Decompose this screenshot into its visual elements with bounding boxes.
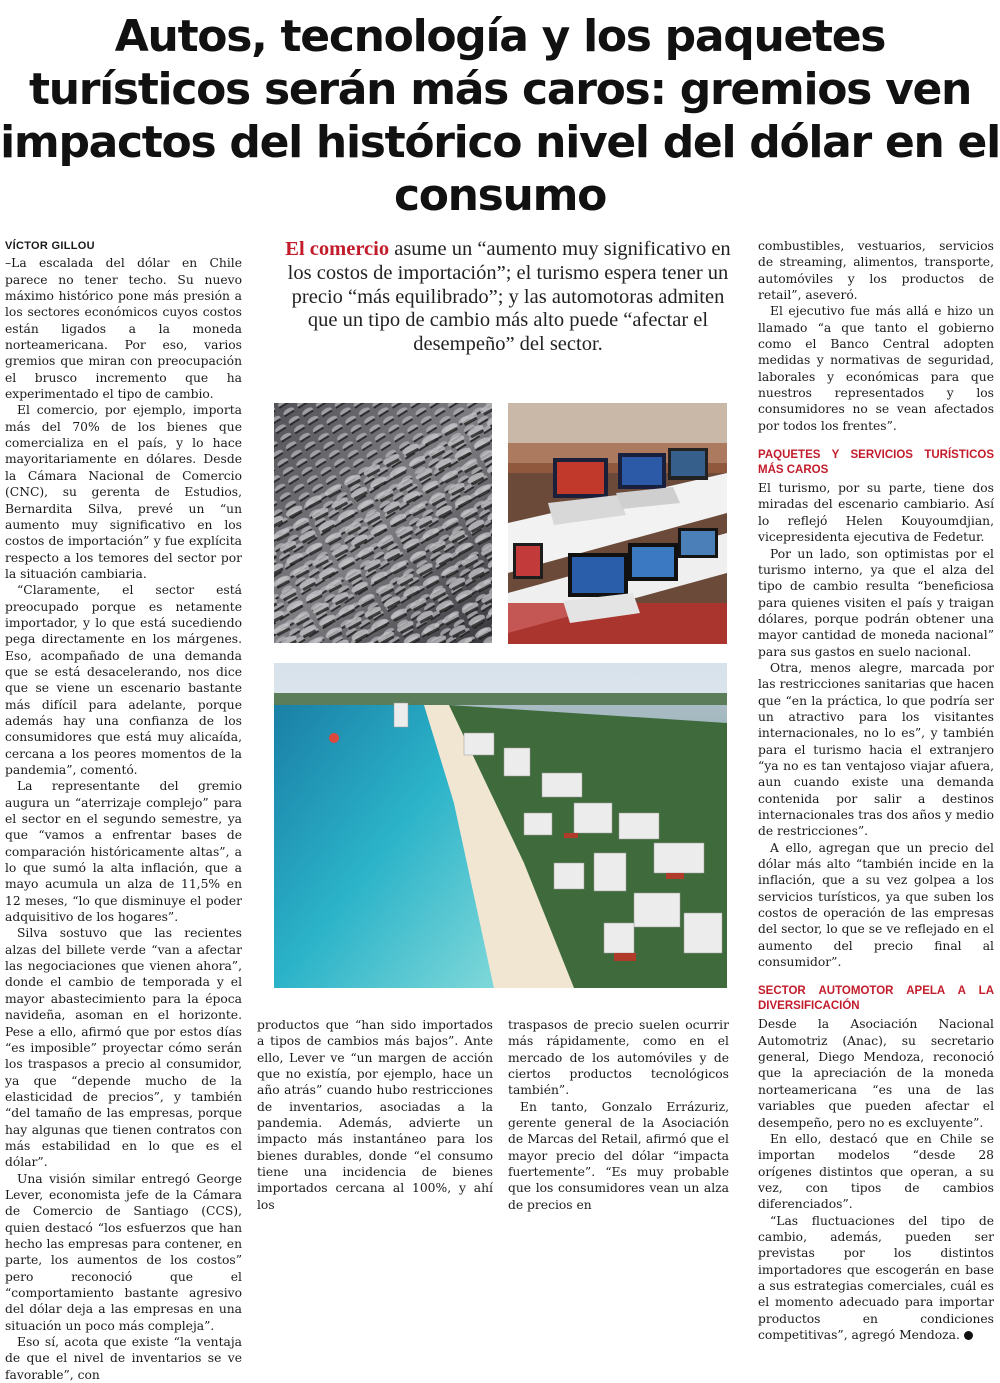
laptops-photo	[508, 403, 727, 644]
paragraph	[758, 1213, 994, 1344]
paragraph: El turismo, por su parte, tiene dos miradas del escenario cambiario. Así lo reflejó Helen Kouyoumdjian, vicepresidenta ejecutiva de Fedetur.	[758, 481, 994, 545]
beach-photo	[274, 663, 727, 988]
deck-summary	[284, 238, 732, 357]
deck-lead: El comercio	[285, 238, 390, 260]
paragraph: traspasos de precio suelen ocurrir más rápidamente, como en el mercado de los automóviles y de ciertos productos tecnológicos también”.	[508, 1018, 729, 1098]
paragraph: Por un lado, son optimistas por el turismo interno, ya que el alza del tipo de cambio resulta “beneficiosa para quienes visiten el país y traigan dólares, porque podrán obtener una mayor cantidad de moneda nacional” para sus gastos en suelo nacional.	[758, 546, 994, 659]
article-column-2-bottom	[257, 1017, 493, 1212]
paragraph: Otra, menos alegre, marcada por las restricciones sanitarias que hacen que “en la práctica, lo que podría ser un atractivo para los visitantes internacionales, no lo es”, y también para el turismo hacia el extranjero “ya no es tan ventajoso viajar afuera, aun cuando existe una demanda contenida por salir a destinos internacionales tras dos años y medio de restricciones”.	[758, 660, 994, 839]
laptops-image	[508, 403, 727, 644]
section-heading-tourism: PAQUETES Y SERVICIOS TURÍSTICOS MÁS CAROS	[758, 449, 994, 477]
paragraph: A ello, agregan que un precio del dólar más alto “también incide en la inflación, que a su vez golpea a los servicios turísticos, ya que suben los costos de operación de las empresas del sector, lo que se ve reflejado en el aumento del precio final al consumidor”.	[758, 840, 994, 970]
cars-image	[274, 403, 492, 643]
paragraph: El comercio, por ejemplo, importa más del 70% de los bienes que comercializa en el país, y lo hace mayoritariamente en dólares. Desde la Cámara Nacional de Comercio (CNC), su gerenta de Estudios, Bernardita Silva, prevé un “un aumento muy significativo en los costos de importación” y fue explícita respecto a los temores del sector por la situación cambiaria.	[5, 403, 242, 581]
paragraph: Silva sostuvo que las recientes alzas del billete verde “van a afectar las negociaciones que vienen ahora”, donde el cambio de temporada y el mayor abastecimiento para la época navideña, asoman en el horizonte. Pese a ello, afirmó que por estos días “es imposible” proyectar cómo serán los traspasos a precio al consumidor, ya que “depende mucho de la elasticidad de precios”, y también “del tamaño de las empresas, porque hay algunas que tienen contratos con más estabilidad en lo que es el dólar”.	[5, 926, 242, 1170]
paragraph: Eso sí, acota que existe “la ventaja de que el nivel de inventarios se ve favorable”, con	[5, 1335, 242, 1382]
paragraph: combustibles, vestuarios, servicios de streaming, alimentos, transporte, automóviles y los productos de retail”, aseveró.	[758, 239, 994, 303]
article-column-4	[758, 238, 994, 1342]
end-mark-icon: P	[964, 1331, 973, 1340]
section-heading-automotive: SECTOR AUTOMOTOR APELA A LA DIVERSIFICACIÓN	[758, 985, 994, 1013]
paragraph-text: “Las fluctuaciones del tipo de cambio, además, pueden ser previstas por los distintos importadores que escogerán en base a sus estrategias comerciales, cuál es el momento adecuado para importar productos en condiciones competitivas”, agregó Mendoza.	[758, 1213, 994, 1342]
article-column-3-bottom	[508, 1017, 729, 1212]
article-column-1	[5, 238, 242, 1382]
headline: Autos, tecnología y los paquetes turísticos serán más caros: gremios ven impactos del histórico nivel del dólar en el consumo	[0, 11, 1000, 221]
byline: VÍCTOR GILLOU	[5, 240, 95, 252]
deck-text: asume un “aumento muy significativo en los costos de importación”; el turismo espera tener un precio “más equilibrado”; y las automotoras admiten que un tipo de cambio más alto puede “afectar el desempeño” del sector.	[287, 238, 731, 356]
paragraph: Desde la Asociación Nacional Automotriz (Anac), su secretario general, Diego Mendoza, reconoció que la apreciación de la moneda norteamericana “es una de las variables que pueden afectar el desempeño, pero no es excluyente”.	[758, 1017, 994, 1130]
paragraph: En ello, destacó que en Chile se importan modelos “desde 28 orígenes distintos que operan, a su vez, con tipos de cambios diferenciados”.	[758, 1131, 994, 1212]
beach-image	[274, 663, 727, 988]
paragraph: Una visión similar entregó George Lever, economista jefe de la Cámara de Comercio de Santiago (CCS), quien destacó “los esfuerzos que han hecho las empresas para contener, en parte, los aumentos de los costos” pero reconoció que el “comportamiento bastante agresivo del dólar deja a las empresas en una situación un poco más compleja”.	[5, 1171, 242, 1333]
paragraph: –La escalada del dólar en Chile parece no tener techo. Su nuevo máximo histórico pone más presión a los sectores económicos cuyos costos están ligados a la moneda norteamericana. Por eso, varios gremios que miran con preocupación el brusco incremento que ha experimentado el tipo de cambio.	[5, 256, 242, 402]
paragraph: El ejecutivo fue más allá e hizo un llamado “a que tanto el gobierno como el Banco Central adopten medidas y normativas de seguridad, laborales y económicas para que nuestros representados y los consumidores no se vean afectados por todos los frentes”.	[758, 304, 994, 433]
paragraph: productos que “han sido importados a tipos de cambios más bajos”. Ante ello, Lever ve “un margen de acción que no existía, por ejemplo, hace un año atrás” cuando hubo restricciones de inventarios, asociadas a la pandemia. Además, advierte un impacto más instantáneo para los bienes durables, donde “el consumo tiene una incidencia de bienes importados cercana al 100%, y ahí los	[257, 1018, 493, 1212]
paragraph: En tanto, Gonzalo Errázuriz, gerente general de la Asociación de Marcas del Retail, afirmó que el mayor precio del dólar “impacta fuertemente”. “Es muy probable que los consumidores vean un alza de precios en	[508, 1099, 729, 1212]
paragraph: “Claramente, el sector está preocupado porque es netamente importador, y lo que está sucediendo pega directamente en los márgenes. Eso, acompañado de una demanda que se está desacelerando, nos dice que se viene un escenario bastante más difícil para adelante, porque además hay una confianza de los consumidores que está muy alicaída, cercana a los peores momentos de la pandemia”, comentó.	[5, 583, 242, 777]
cars-photo	[274, 403, 492, 643]
paragraph: La representante del gremio augura un “aterrizaje complejo” para el sector en el segundo semestre, ya que “vamos a enfrentar bases de comparación históricamente altas”, a lo que sumó la alta inflación, que a mayo acumula un alza de 11,5% en 12 meses, “lo que disminuye el poder adquisitivo de los hogares”.	[5, 779, 242, 925]
